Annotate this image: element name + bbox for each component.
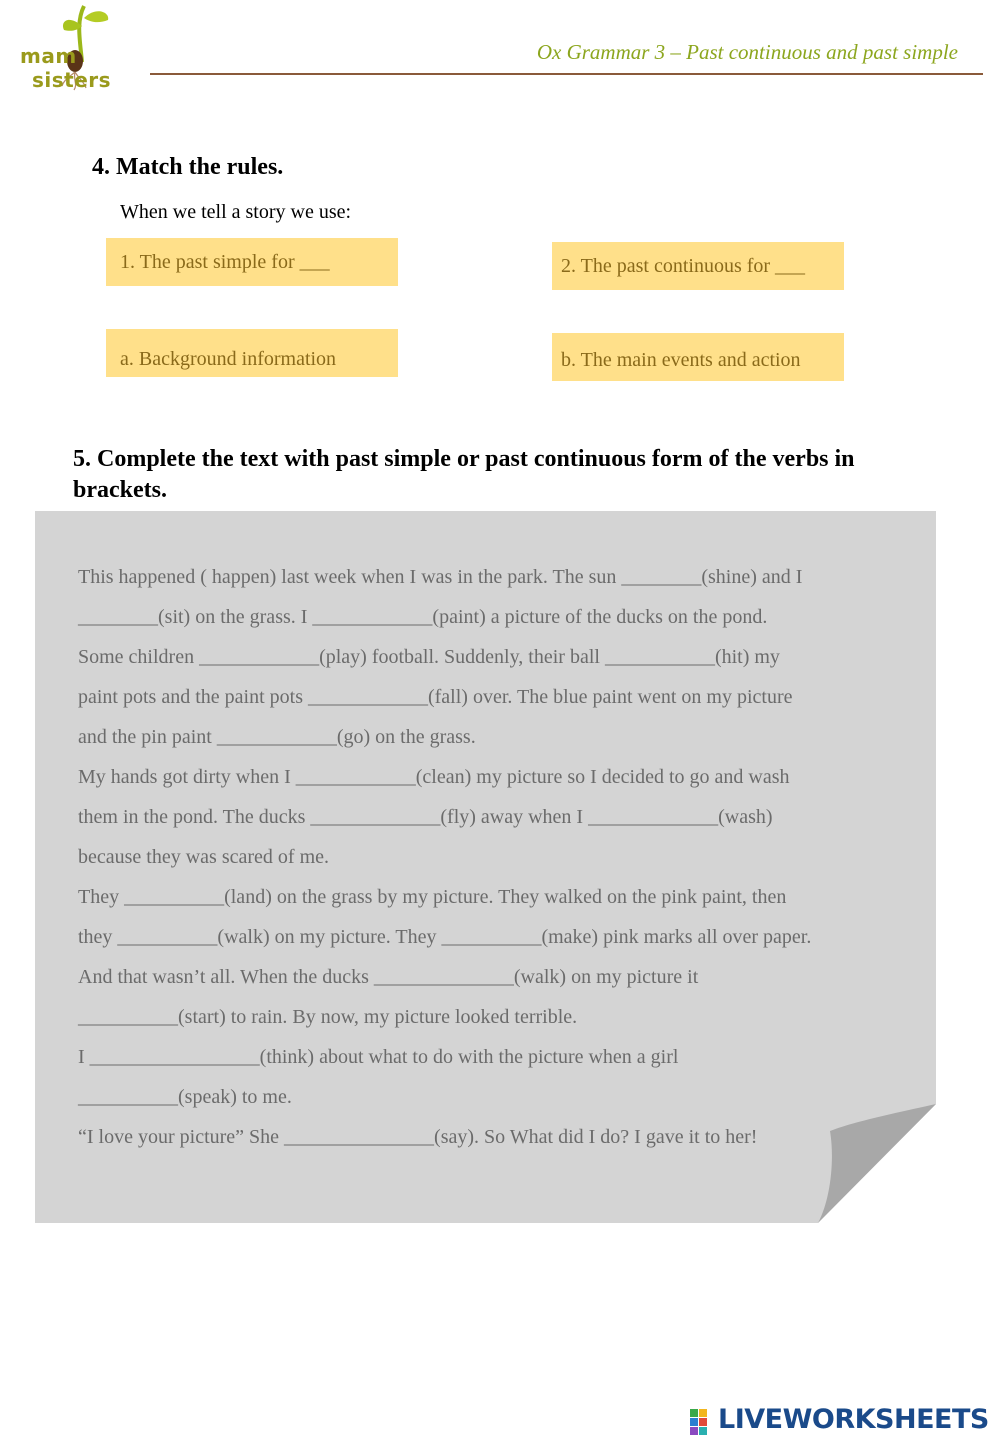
story-text <box>78 560 918 1160</box>
story-line: because they was scared of me. <box>78 846 329 868</box>
header-title: Ox Grammar 3 – Past continuous and past simple <box>536 40 958 64</box>
story-line: them in the pond. The ducks _____________(fly) away when I _____________(wash) <box>78 806 773 828</box>
story-line: and the pin paint ____________(go) on the grass. <box>78 726 476 748</box>
story-line: I _________________(think) about what to do with the picture when a girl <box>78 1046 679 1068</box>
rule-box-past-continuous[interactable]: 2. The past continuous for ___ <box>552 242 844 290</box>
story-line: And that wasn’t all. When the ducks ______________(walk) on my picture it <box>78 966 699 988</box>
story-line: Some children ____________(play) football. Suddenly, their ball ___________(hit) my <box>78 646 780 668</box>
header-divider <box>150 73 983 75</box>
story-line: __________(start) to rain. By now, my picture looked terrible. <box>78 1006 578 1028</box>
story-line: paint pots and the paint pots ____________(fall) over. The blue paint went on my picture <box>78 686 793 708</box>
story-line: They __________(land) on the grass by my picture. They walked on the pink paint, then <box>78 886 787 908</box>
section-4-heading: 4. Match the rules. <box>92 154 284 180</box>
liveworksheets-logo[interactable] <box>690 1404 990 1438</box>
liveworksheets-brand: LIVEWORKSHEETS <box>718 1404 989 1435</box>
mamosisters-logo: mamsisters <box>18 0 153 92</box>
story-line: “I love your picture” She _______________(say). So What did I do? I gave it to her! <box>78 1126 758 1148</box>
answer-box-main-events[interactable]: b. The main events and action <box>552 333 844 381</box>
liveworksheets-icon <box>690 1409 716 1435</box>
story-line: they __________(walk) on my picture. They __________(make) pink marks all over paper. <box>78 926 812 948</box>
rule-box-past-simple[interactable]: 1. The past simple for ___ <box>106 238 398 286</box>
section-5-heading: 5. Complete the text with past simple or past continuous form of the verbs in brackets. <box>73 446 855 503</box>
section-4-intro: When we tell a story we use: <box>120 201 352 223</box>
story-line: ________(sit) on the grass. I ____________(paint) a picture of the ducks on the pond. <box>78 606 768 628</box>
story-line: This happened ( happen) last week when I was in the park. The sun ________(shine) and I <box>78 566 803 588</box>
answer-box-background-information[interactable]: a. Background information <box>106 329 398 377</box>
story-line: __________(speak) to me. <box>78 1086 292 1108</box>
story-line: My hands got dirty when I ____________(clean) my picture so I decided to go and wash <box>78 766 790 788</box>
